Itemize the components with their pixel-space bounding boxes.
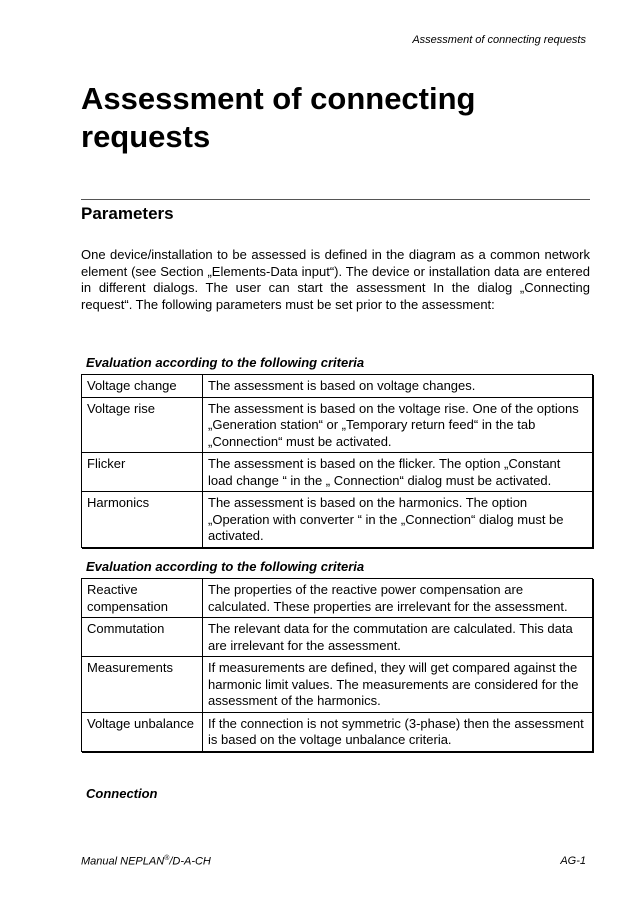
page-title: Assessment of connecting requests <box>81 81 476 154</box>
criterion-name: Reactive compensation <box>82 579 203 618</box>
criteria-table-1 <box>81 374 593 548</box>
criterion-description: The assessment is based on voltage changes. <box>203 375 592 398</box>
connection-subheading: Connection <box>86 786 158 801</box>
section-heading: Parameters <box>81 204 174 223</box>
criterion-name: Voltage unbalance <box>82 713 203 751</box>
table-row <box>82 375 592 398</box>
title-divider <box>81 199 590 200</box>
criterion-name: Voltage change <box>82 375 203 398</box>
criterion-name: Voltage rise <box>82 398 203 454</box>
criterion-name: Commutation <box>82 618 203 657</box>
registered-mark: ® <box>164 855 170 862</box>
intro-paragraph: One device/installation to be assessed is defined in the diagram as a common network element (see Section „Elements-Data input“). The device or installation data are entered in different dialogs. The user can start the assessment In the dialog „Connecting request“. The following parameters must be set prior to the assessment: <box>81 247 590 312</box>
criterion-description: The relevant data for the commutation are calculated. This data are irrelevant for the assessment. <box>203 618 592 657</box>
criterion-description: If the connection is not symmetric (3-phase) then the assessment is based on the voltage unbalance criteria. <box>208 715 584 747</box>
criteria-table-caption-1: Evaluation according to the following criteria <box>86 355 365 370</box>
table-row <box>82 398 592 454</box>
table-row <box>82 657 592 713</box>
criterion-description: The properties of the reactive power compensation are calculated. These properties are irrelevant for the assessment. <box>203 579 592 618</box>
criterion-name: Flicker <box>82 453 203 492</box>
table-row <box>82 713 592 751</box>
footer-manual-name <box>81 855 211 868</box>
table-row <box>82 618 592 657</box>
criteria-table-caption-2: Evaluation according to the following criteria <box>86 559 365 574</box>
page-number: AG-1 <box>560 855 586 867</box>
table-row <box>82 492 592 547</box>
table-row <box>82 453 592 492</box>
manual-name: Manual NEPLAN <box>81 855 165 868</box>
criterion-name: Harmonics <box>82 492 203 547</box>
criterion-description: The assessment is based on the flicker. The option „Constant load change “ in the „ Connection“ dialog must be activated. <box>203 453 592 492</box>
criterion-description: The assessment is based on the voltage rise. One of the options „Generation station“ or „Temporary return feed“ in the tab „Connection“ must be activated. <box>203 398 592 454</box>
criterion-description: If measurements are defined, they will get compared against the harmonic limit values. The measurements are considered for the assessment of the harmonics. <box>203 657 592 713</box>
running-header: Assessment of connecting requests <box>412 34 586 46</box>
table-row <box>82 579 592 618</box>
criterion-description: The assessment is based on the harmonics. The option „Operation with converter “ in the „Connection“ dialog must be activated. <box>208 495 564 543</box>
criteria-table-2 <box>81 578 593 752</box>
manual-edition: /D-A-CH <box>169 855 211 868</box>
criterion-name: Measurements <box>82 657 203 713</box>
